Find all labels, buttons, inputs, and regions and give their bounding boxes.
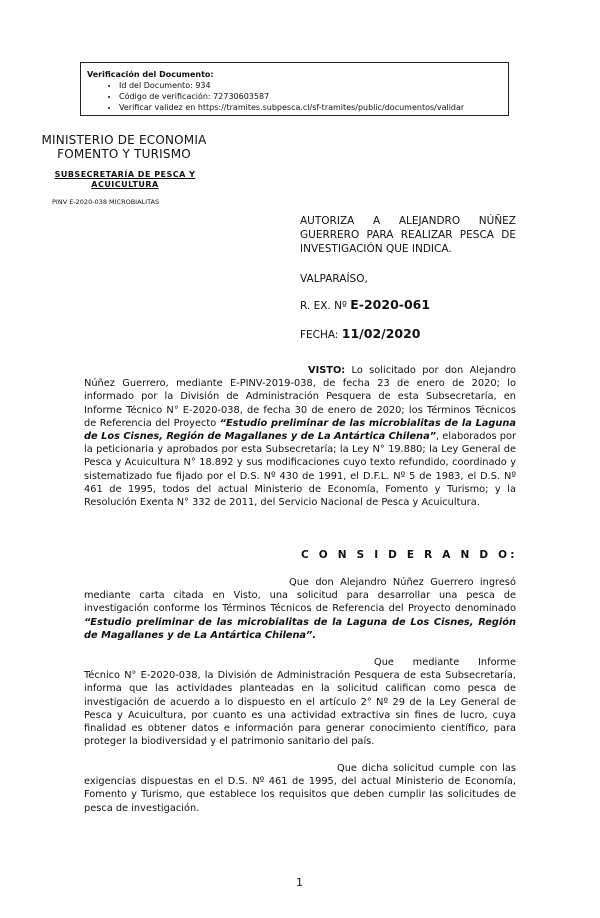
visto-text-2: , elaborados por la peticionaria y aprobados por esta Subsecretaría; la Ley N° 19.880; la Ley General de Pesca y Acuicultura N° 18.892 y sus modificaciones cuyo texto refundido, coordinado y sistematizado fue fijado por el D.S. Nº 430 de 1991, el D.F.L. Nº 5 de 1983, el D.S. Nº 461 de 1995, todos del actual Ministerio de Economía, Fomento y Turismo; y la Resolución Exenta N° 332 de 2011, del Servicio Nacional de Pesca y Acuicultura. — [84, 431, 516, 509]
considerando-heading: C O N S I D E R A N D O: — [301, 549, 518, 561]
fecha-value: 11/02/2020 — [341, 326, 421, 341]
visto-text-1: Lo solicitado por don Alejandro Núñez Guerrero, mediante E-PINV-2019-038, de fecha 23 de enero de 2020; lo informado por la División de Administración Pesquera de esta Subsecretaría, en Informe Técnico N° E-2020-038, de fecha 30 de enero de 2020; los Términos Técnicos de Referencia del Proyecto — [84, 365, 516, 429]
page-number: 1 — [296, 876, 303, 889]
ministry-line-2: FOMENTO Y TURISMO — [57, 147, 191, 161]
resolution-number — [300, 297, 430, 312]
verification-list — [87, 80, 508, 113]
reference-code: PINV E-2020-038 MICROBIALITAS — [52, 198, 160, 206]
rex-label: R. EX. Nº — [300, 300, 347, 312]
visto-project: “Estudio preliminar de las microbialitas de la Laguna de Los Cisnes, Región de Magallanes y de La Antártica Chilena” — [84, 417, 516, 443]
considerando-paragraph-1 — [84, 576, 516, 642]
verification-title: Verificación del Documento: — [87, 70, 214, 79]
resolution-place: VALPARAÍSO, — [300, 273, 368, 285]
subsecretaria-header — [40, 170, 210, 190]
ministry-header — [34, 133, 214, 161]
resolution-date — [300, 326, 421, 341]
resolution-title: AUTORIZA A ALEJANDRO NÚÑEZ GUERRERO PARA REALIZAR PESCA DE INVESTIGACIÓN QUE INDICA. — [300, 215, 516, 255]
considerando-p1-text: Que don Alejandro Núñez Guerrero ingresó mediante carta citada en Visto, una solicitud para desarrollar una pesca de investigación conforme los Términos Técnicos de Referencia del Proyecto denominado — [84, 577, 516, 615]
subsecretaria-line-1: SUBSECRETARÍA DE PESCA Y — [54, 170, 196, 179]
verification-item-url: • Verificar validez en https://tramites.subpesca.cl/sf-tramites/public/documentos/validar — [119, 102, 508, 113]
verification-box — [80, 62, 509, 116]
verification-item-id: • Id del Documento: 934 — [119, 80, 508, 91]
ministry-line-1: MINISTERIO DE ECONOMIA — [41, 133, 207, 147]
visto-label: VISTO: — [308, 365, 346, 376]
considerando-paragraph-3 — [84, 762, 516, 815]
fecha-label: FECHA: — [300, 329, 339, 341]
visto-paragraph — [84, 364, 516, 509]
subsecretaria-line-2: ACUICULTURA — [91, 180, 159, 189]
verification-item-code: • Código de verificación: 72730603587 — [119, 91, 508, 102]
considerando-paragraph-2 — [84, 656, 516, 748]
considerando-p1-project: “Estudio preliminar de las microbialitas de la Laguna de Los Cisnes, Región de Magallanes y de La Antártica Chilena”. — [84, 616, 516, 641]
considerando-p3-text: Que dicha solicitud cumple con las exigencias dispuestas en el D.S. Nº 461 de 1995, del actual Ministerio de Economía, Fomento y Turismo, que establece los requisitos que deben cumplir las solicitudes de pesca de investigación. — [84, 763, 516, 814]
considerando-p2-text: Que mediante Informe Técnico N° E-2020-038, la División de Administración Pesquera de esta Subsecretaría, informa que las actividades planteadas en la solicitud califican como pesca de investigación de acuerdo a lo dispuesto en el artículo 2° Nº 29 de la Ley General de Pesca y Acuicultura, por cuanto es una actividad extractiva sin fines de lucro, cuya finalidad es obtener datos e información para generar conocimiento científico, para proteger la biodiversidad y el patrimonio sanitario del país. — [84, 657, 516, 748]
rex-number: E-2020-061 — [350, 297, 431, 312]
